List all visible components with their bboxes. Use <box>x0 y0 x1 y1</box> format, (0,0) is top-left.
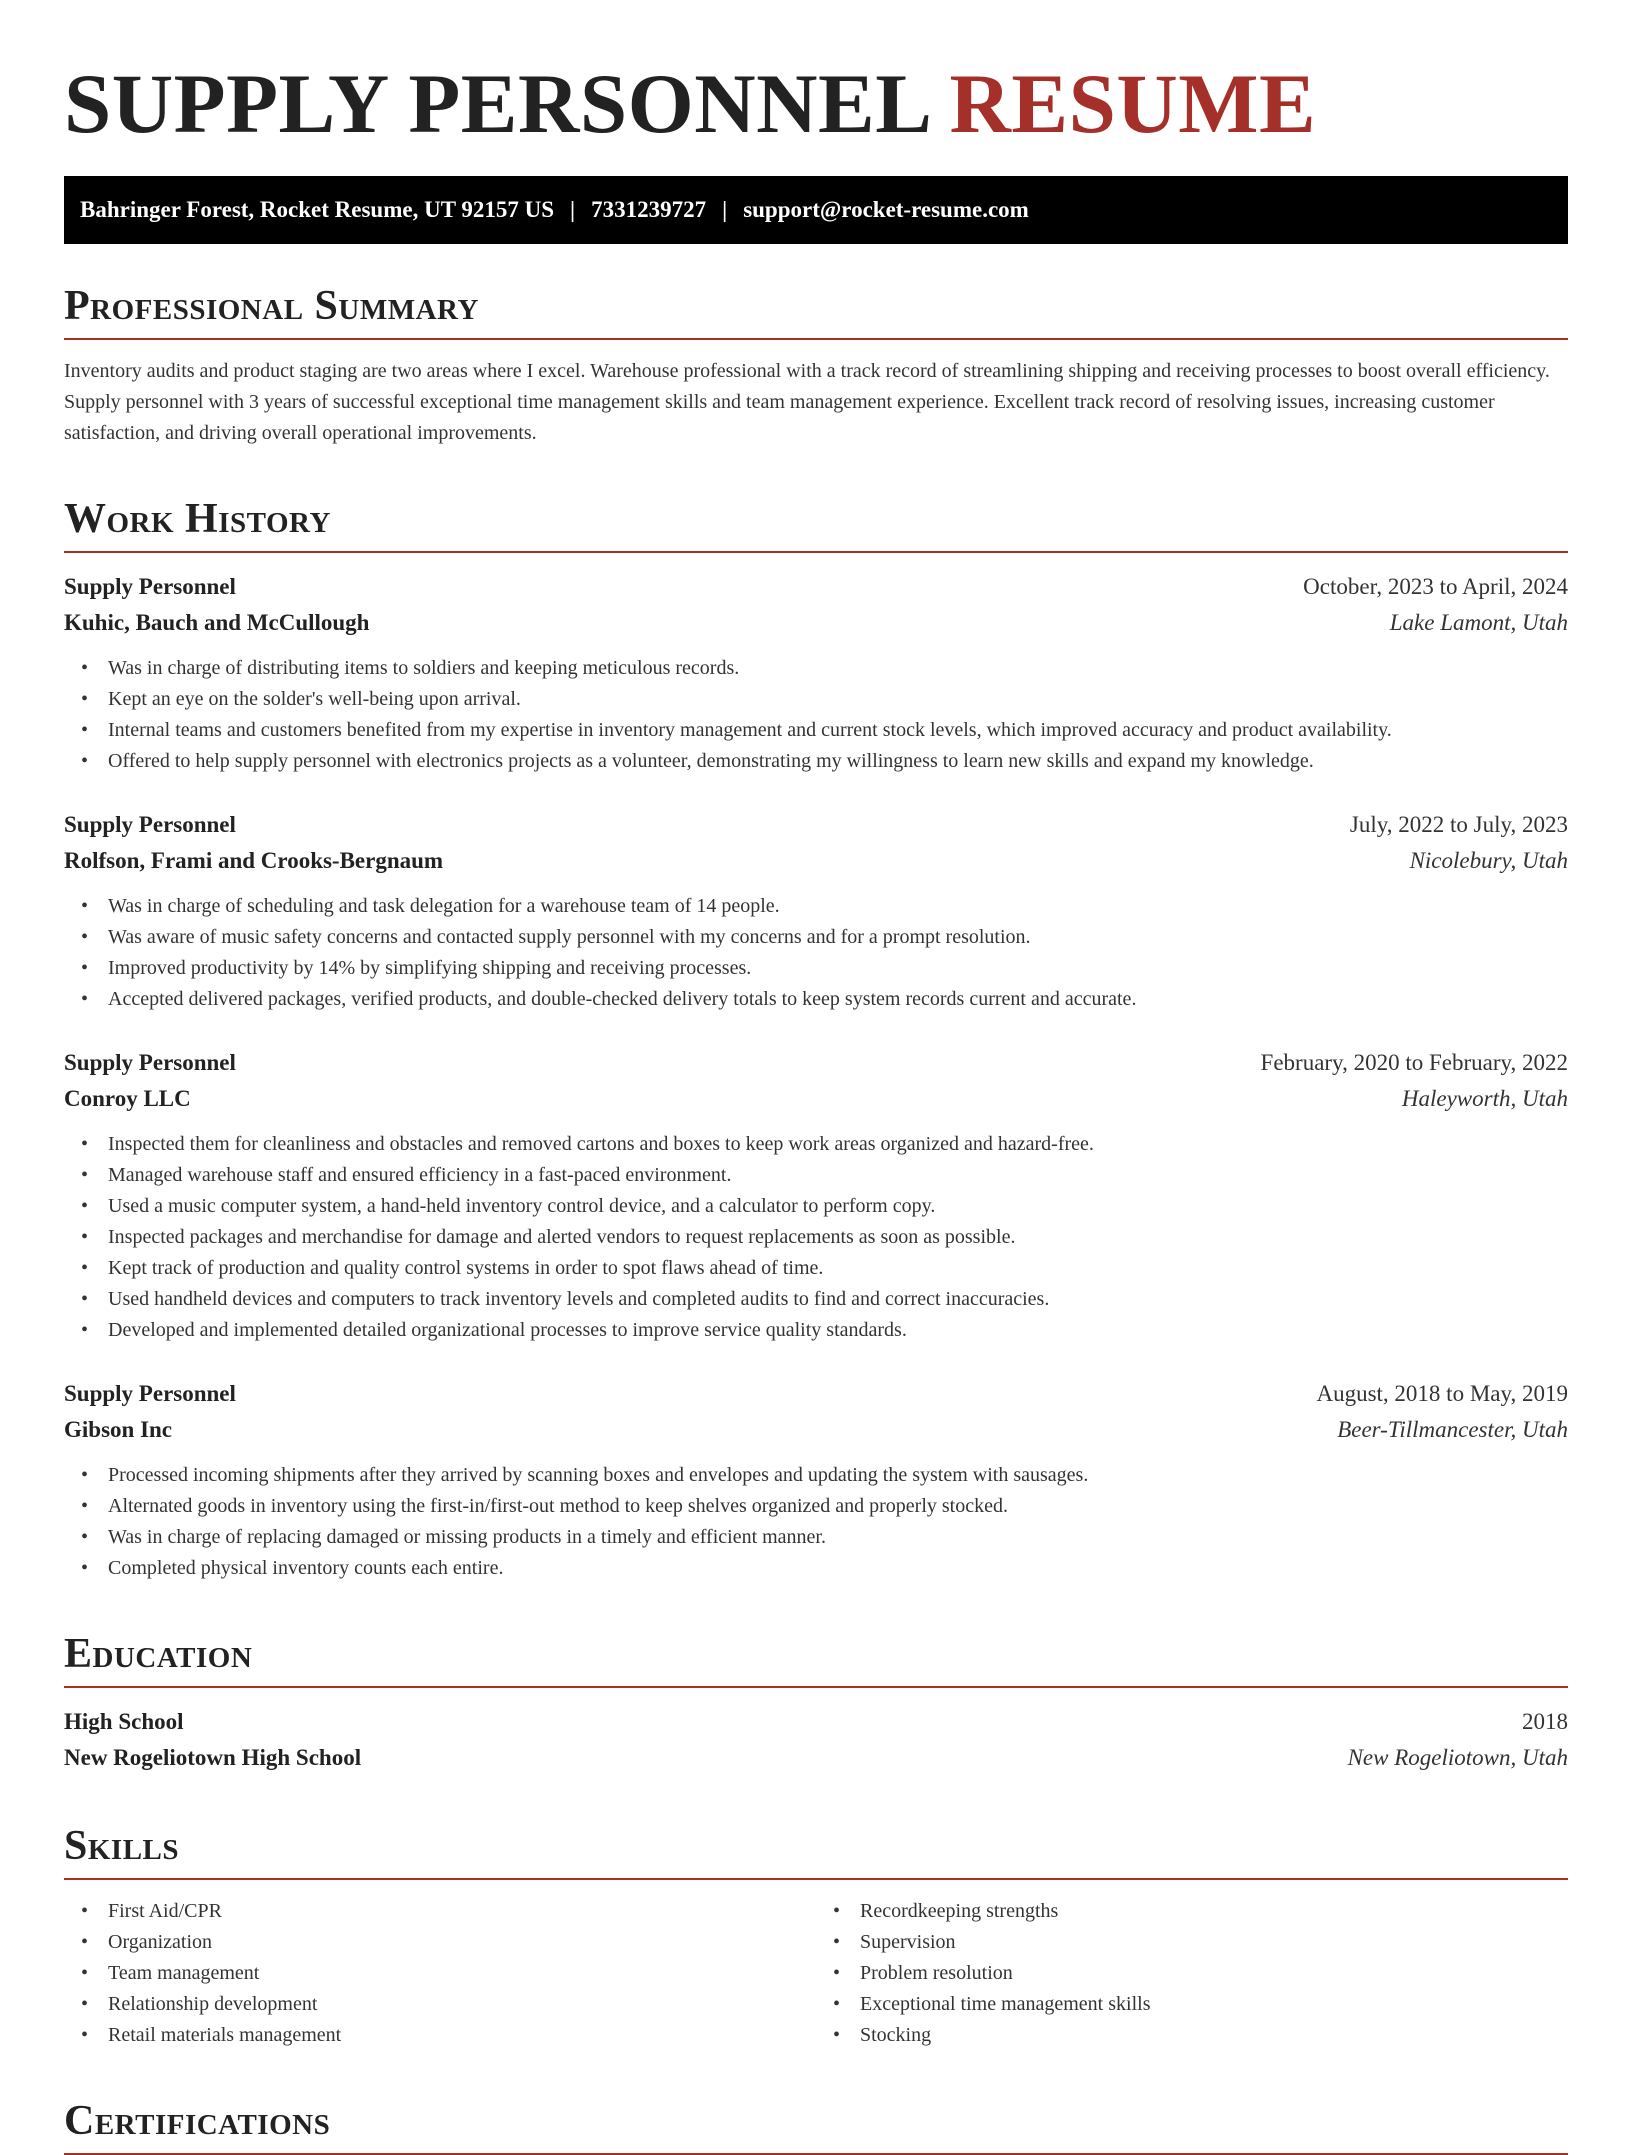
summary-text: Inventory audits and product staging are two areas where I excel. Warehouse professional with a track record of streamlining shipping and receiving processes to boost overall efficiency. Supply personnel with 3 years of successful exceptional time management skills and team management experience. Excellent track record of resolving issues, increasing customer satisfaction, and driving overall operational improvements. <box>64 360 1550 444</box>
education-school-row <box>64 1740 1568 1776</box>
skill-item: • Stocking <box>860 2020 1568 2051</box>
job-bullet: • Internal teams and customers benefited from my expertise in inventory management and current stock levels, which improved accuracy and product availability. <box>108 715 1568 746</box>
job-bullet: • Inspected them for cleanliness and obstacles and removed cartons and boxes to keep work areas organized and hazard-free. <box>108 1129 1568 1160</box>
skill-item: • Supervision <box>860 1927 1568 1958</box>
job-bullet: • Improved productivity by 14% by simplifying shipping and receiving processes. <box>108 953 1568 984</box>
job-title-row <box>64 1045 1568 1081</box>
title-accent: RESUME <box>949 57 1317 151</box>
job-location: Lake Lamont, Utah <box>1389 610 1568 635</box>
job-title: Supply Personnel <box>64 812 236 837</box>
skills-columns <box>64 1896 1568 2051</box>
job-bullet: • Was in charge of scheduling and task delegation for a warehouse team of 14 people. <box>108 891 1568 922</box>
contact-bar <box>64 176 1568 244</box>
job-company: Conroy LLC <box>64 1086 191 1111</box>
job-bullet: • Developed and implemented detailed organizational processes to improve service quality standards. <box>108 1315 1568 1346</box>
skills-list-right <box>816 1896 1568 2051</box>
section-heading-certifications: Certifications <box>64 2093 1568 2155</box>
education-year: 2018 <box>1522 1709 1568 1734</box>
job-bullet: • Was in charge of distributing items to soldiers and keeping meticulous records. <box>108 653 1568 684</box>
skill-item: • Retail materials management <box>108 2020 816 2051</box>
skill-item: • Problem resolution <box>860 1958 1568 1989</box>
resume-title <box>64 0 1568 156</box>
education-degree: High School <box>64 1709 184 1734</box>
section-heading-skills: Skills <box>64 1818 1568 1880</box>
education-school: New Rogeliotown High School <box>64 1745 362 1770</box>
job-company: Gibson Inc <box>64 1417 173 1442</box>
job-company-row <box>64 1412 1568 1448</box>
skill-item: • First Aid/CPR <box>108 1896 816 1927</box>
skill-item: • Exceptional time management skills <box>860 1989 1568 2020</box>
skill-item: • Relationship development <box>108 1989 816 2020</box>
job-bullets <box>64 1460 1568 1584</box>
job-title: Supply Personnel <box>64 1381 236 1406</box>
job-bullet: • Managed warehouse staff and ensured efficiency in a fast-paced environment. <box>108 1160 1568 1191</box>
job-bullet: • Offered to help supply personnel with electronics projects as a volunteer, demonstrating my willingness to learn new skills and expand my knowledge. <box>108 746 1568 777</box>
contact-separator: | <box>570 197 576 222</box>
education-entry <box>64 1704 1568 1776</box>
job-location: Nicolebury, Utah <box>1409 848 1568 873</box>
job-bullets <box>64 653 1568 777</box>
job-dates: August, 2018 to May, 2019 <box>1316 1381 1568 1406</box>
job-bullets <box>64 891 1568 1015</box>
job-dates: July, 2022 to July, 2023 <box>1349 812 1568 837</box>
job-bullet: • Was in charge of replacing damaged or missing products in a timely and efficient manner. <box>108 1522 1568 1553</box>
skill-item: • Recordkeeping strengths <box>860 1896 1568 1927</box>
job-entry <box>64 1045 1568 1346</box>
job-bullet: • Used handheld devices and computers to track inventory levels and completed audits to find and correct inaccuracies. <box>108 1284 1568 1315</box>
skills-list-left <box>64 1896 816 2051</box>
section-heading-work-history: Work History <box>64 491 1568 553</box>
section-heading-education: Education <box>64 1626 1568 1688</box>
job-company-row <box>64 605 1568 641</box>
contact-phone: 7331239727 <box>591 197 707 222</box>
education-degree-row <box>64 1704 1568 1740</box>
contact-email: support@rocket-resume.com <box>743 197 1029 222</box>
contact-address: Bahringer Forest, Rocket Resume, UT 92157 US <box>80 197 555 222</box>
job-dates: October, 2023 to April, 2024 <box>1303 574 1568 599</box>
job-bullet: • Completed physical inventory counts each entire. <box>108 1553 1568 1584</box>
job-bullet: • Was aware of music safety concerns and contacted supply personnel with my concerns and for a prompt resolution. <box>108 922 1568 953</box>
title-main: SUPPLY PERSONNEL <box>64 57 928 151</box>
job-entry <box>64 1376 1568 1584</box>
job-company: Rolfson, Frami and Crooks-Bergnaum <box>64 848 444 873</box>
job-bullet: • Used a music computer system, a hand-held inventory control device, and a calculator to perform copy. <box>108 1191 1568 1222</box>
job-title-row <box>64 1376 1568 1412</box>
section-heading-summary: Professional Summary <box>64 278 1568 340</box>
contact-separator: | <box>722 197 728 222</box>
job-bullet: • Inspected packages and merchandise for damage and alerted vendors to request replacements as soon as possible. <box>108 1222 1568 1253</box>
skill-item: • Team management <box>108 1958 816 1989</box>
job-title-row <box>64 807 1568 843</box>
job-entry <box>64 807 1568 1015</box>
job-dates: February, 2020 to February, 2022 <box>1260 1050 1568 1075</box>
job-company: Kuhic, Bauch and McCullough <box>64 610 370 635</box>
job-bullet: • Kept an eye on the solder's well-being upon arrival. <box>108 684 1568 715</box>
job-bullet: • Accepted delivered packages, verified products, and double-checked delivery totals to keep system records current and accurate. <box>108 984 1568 1015</box>
job-title-row <box>64 569 1568 605</box>
job-company-row <box>64 1081 1568 1117</box>
job-location: Haleyworth, Utah <box>1401 1086 1568 1111</box>
job-bullet: • Processed incoming shipments after they arrived by scanning boxes and envelopes and updating the system with sausages. <box>108 1460 1568 1491</box>
job-title: Supply Personnel <box>64 1050 236 1075</box>
job-company-row <box>64 843 1568 879</box>
job-bullet: • Kept track of production and quality control systems in order to spot flaws ahead of time. <box>108 1253 1568 1284</box>
job-entry <box>64 569 1568 777</box>
education-location: New Rogeliotown, Utah <box>1347 1745 1568 1770</box>
job-bullet: • Alternated goods in inventory using the first-in/first-out method to keep shelves organized and properly stocked. <box>108 1491 1568 1522</box>
job-title: Supply Personnel <box>64 574 236 599</box>
job-location: Beer-Tillmancester, Utah <box>1337 1417 1568 1442</box>
skill-item: • Organization <box>108 1927 816 1958</box>
job-bullets <box>64 1129 1568 1346</box>
